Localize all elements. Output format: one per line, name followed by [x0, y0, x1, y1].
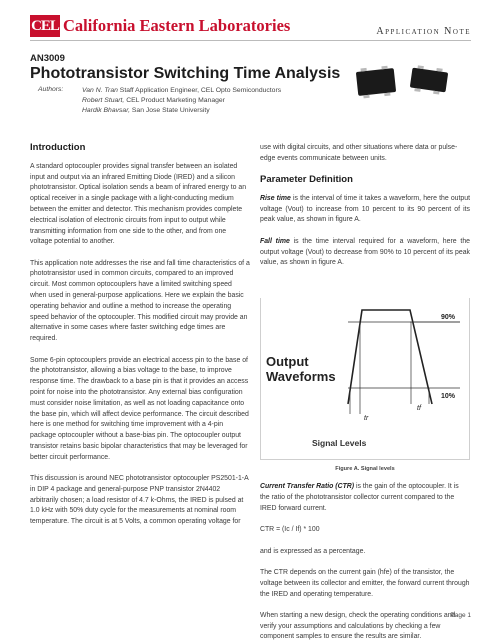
author-name: Hardik Bhavsar,: [82, 107, 130, 114]
ctr-formula: CTR = (Ic / If) * 100: [260, 526, 320, 534]
fall-time-definition: [260, 237, 470, 269]
authors-label: Authors:: [38, 86, 64, 93]
page-number: Page 1: [450, 612, 471, 619]
paragraph: A standard optocoupler provides signal transfer between an isolated input and output via an infrared Emitting Diode (IRED) and a silicon phototransistor. Optical isolation sends a beam of infrared energy to an optical receiver in a single package with a light-conducting medium between the emitter and detector. This mechanism provides complete electrical isolation of electronic circuits from input to output while transmitting information from one side to the other, and from one voltage potential to another.: [30, 162, 247, 246]
author-role: CEL Product Marketing Manager: [126, 97, 225, 104]
rise-time-definition: [260, 194, 470, 226]
label-signal-levels: Signal Levels: [312, 437, 367, 448]
paragraph: and is expressed as a percentage.: [260, 547, 366, 555]
author-line: [82, 106, 281, 116]
author-line: [82, 96, 281, 106]
page-title: Phototransistor Switching Time Analysis: [30, 65, 341, 82]
signal-levels-figure: [260, 280, 470, 460]
author-name: Robert Stuart,: [82, 97, 125, 104]
label-10-percent: 10%: [441, 392, 456, 400]
cel-logo-mark: CEL: [30, 15, 60, 37]
figure-caption: Figure A. Signal levels: [335, 465, 395, 472]
company-name: California Eastern Laboratories: [63, 16, 291, 35]
fall-time-term: Fall time: [260, 237, 290, 245]
paragraph: use with digital circuits, and other situations where data or pulse-edge events communicate between units.: [260, 144, 458, 162]
label-rise-time: tr: [364, 414, 369, 422]
ctr-term: Current Transfer Ratio (CTR): [260, 483, 355, 491]
author-line: [82, 86, 281, 96]
section-heading-introduction: Introduction: [30, 142, 86, 153]
optocoupler-chip-image: [410, 68, 448, 93]
fall-time-text: is the time interval required for a waveform, here the output voltage (Vout) to decrease from 90% to 10 percent of its peak value, as shown in figure A.: [260, 237, 470, 267]
left-column: [30, 143, 250, 539]
paragraph: This application note addresses the rise and fall time characteristics of a phototransistor used in common circuits, compared to an improved circuit. Most common optocouplers have a limited switching speed when used in general-purpose applications. Here we explain the basic operating behavior and outline a method to increase the operating speed behavior of the optocoupler. This modified circuit may provide an alternative in some cases where faster switching edge times are required.: [30, 259, 250, 343]
company-logo: [30, 14, 290, 38]
ctr-text: is the gain of the optocoupler. It is the ratio of the phototransistor collector current compared to the IRED forward current.: [260, 483, 459, 513]
authors-list: [82, 86, 281, 116]
paragraph: The CTR depends on the current gain (hfe) of the transistor, the voltage between its collector and emitter, the forward current through the IRED and operating temperature.: [260, 568, 470, 598]
app-note-number: AN3009: [30, 53, 65, 64]
doc-type: Application Note: [376, 26, 471, 37]
optocoupler-chip-image: [356, 68, 396, 96]
right-column: [260, 143, 470, 640]
rise-time-term: Rise time: [260, 194, 291, 202]
paragraph: When starting a new design, check the operating conditions and verify your assumptions and calculations by checking a few component samples to ensure the results are similar.: [260, 611, 456, 640]
figure-title-line2: Waveforms: [266, 368, 336, 384]
paragraph: This discussion is around NEC phototransistor optocoupler PS2501-1-A in DIP 4 package and general-purpose PNP transistor 2N4402 arbitrarily chosen; a load resistor of 4.7 k-Ohms, the IRED is pulsed at 1.0 kHz with 50% duty cycle for the measurements at nominal room temperature. The circuit is at 5 Volts, a common operating voltage for: [30, 475, 249, 526]
paragraph: Some 6-pin optocouplers provide an electrical access pin to the base of the phototransistor, allowing a bias voltage to the base, to improve response time. The drawback to a base pin is that it provides an access point for noise into the phototransistor. Any external bias configuration must consider noise limitation, as well as not loading capacitance onto the base pin, which will affect device performance. The circuit described here is one method for switching time improvement with a 4-pin package optocoupler without a base-bias pin. The optocoupler output transistor retains basic bipolar characteristics that may be leveraged for better circuit performance.: [30, 356, 249, 461]
ctr-definition: [260, 482, 470, 514]
figure-title-line1: Output: [266, 353, 309, 369]
waveform-diagram: [260, 280, 470, 460]
label-90-percent: 90%: [441, 313, 456, 321]
rise-time-text: is the interval of time it takes a waveform, here the output voltage (Vout) to increase from 10 percent to its 90 percent of its peak value, as shown in figure A.: [260, 194, 470, 224]
author-name: Van N. Tran: [82, 87, 118, 94]
label-fall-time: tf: [417, 404, 421, 412]
author-role: Staff Application Engineer, CEL Opto Semiconductors: [119, 87, 282, 94]
section-heading-parameter-definition: Parameter Definition: [260, 174, 353, 186]
header-divider: [30, 40, 471, 41]
figure-top-gap: [260, 280, 470, 298]
author-role: San Jose State University: [131, 107, 210, 114]
